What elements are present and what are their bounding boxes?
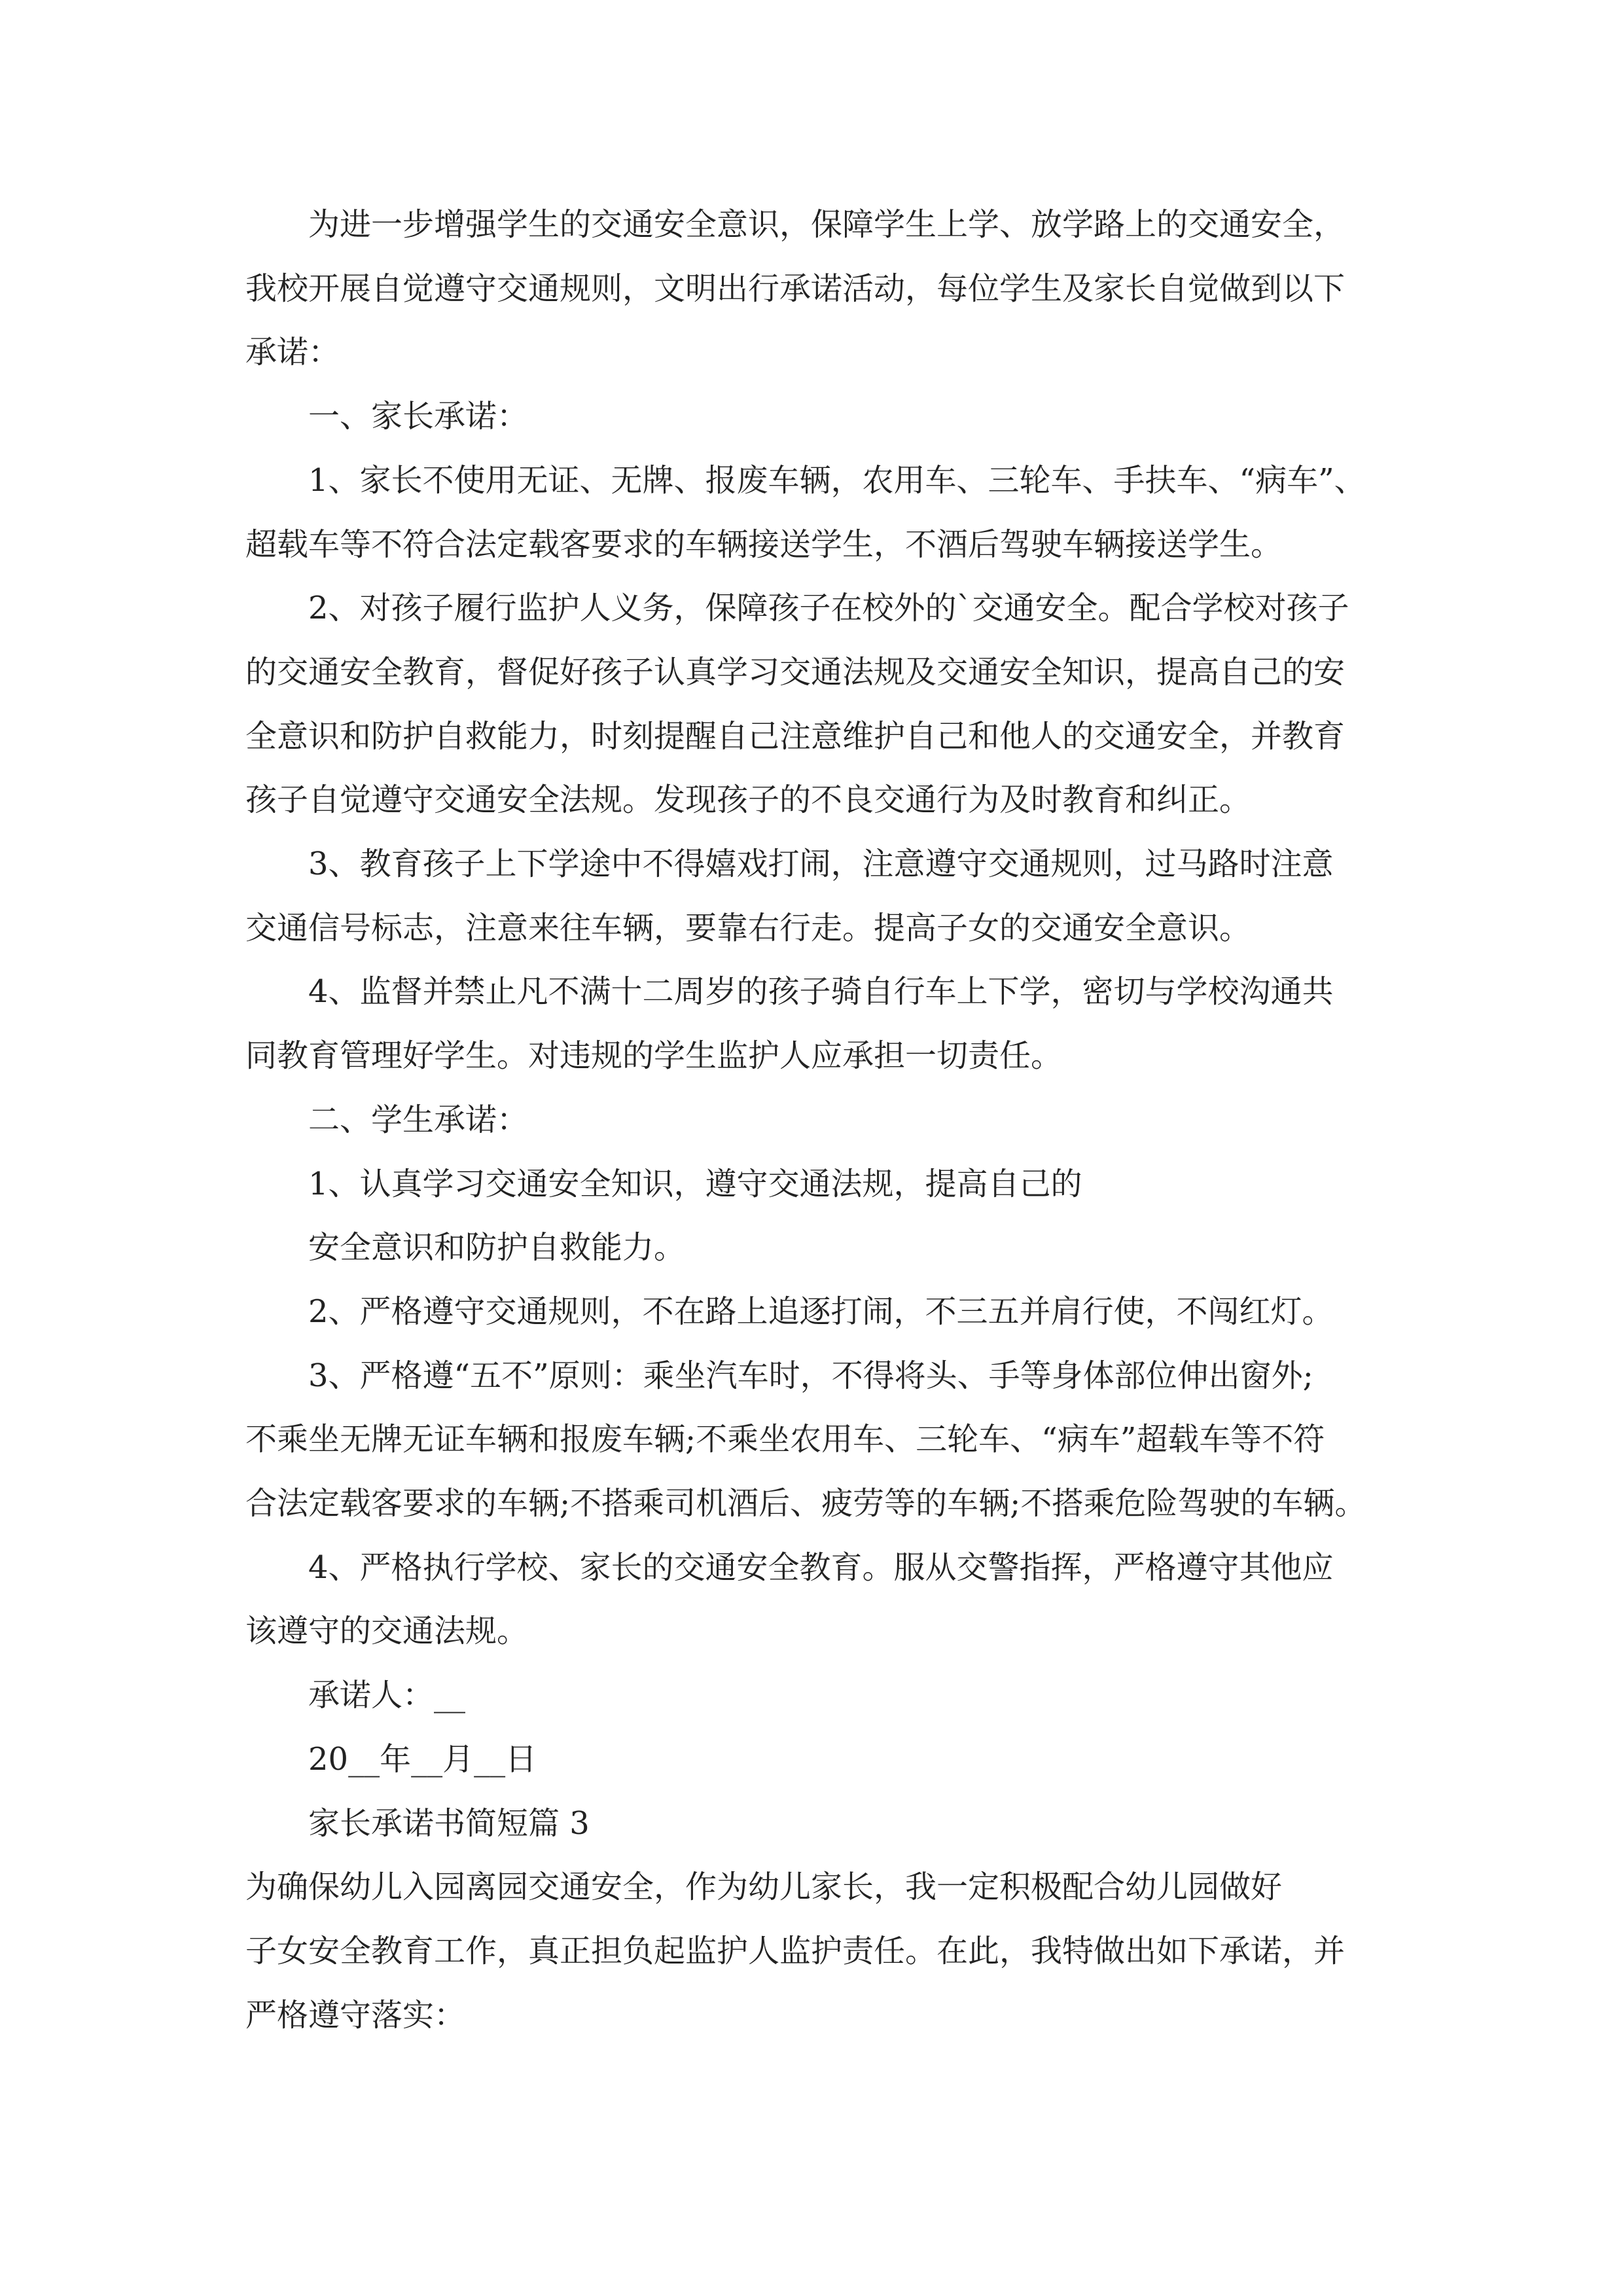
document-body [245, 193, 1397, 2047]
student-item-3-line-1: 3、严格遵“五不”原则：乘坐汽车时，不得将头、手等身体部位伸出窗外; [308, 1357, 1313, 1394]
student-item-4-line-2: 该遵守的交通法规。 [245, 1613, 529, 1650]
parent-item-1-line-2: 超载车等不符合法定载客要求的车辆接送学生，不酒后驾驶车辆接送学生。 [245, 526, 1283, 563]
student-item-3-line-2: 不乘坐无牌无证车辆和报废车辆;不乘坐农用车、三轮车、“病车”超载车等不符 [245, 1421, 1325, 1458]
intro-line-2: 我校开展自觉遵守交通规则，文明出行承诺活动，每位学生及家长自觉做到以下 [245, 270, 1346, 307]
parent-item-2-line-4: 孩子自觉遵守交通安全法规。发现孩子的不良交通行为及时教育和纠正。 [245, 781, 1251, 819]
parent-item-4-line-1: 4、监督并禁止凡不满十二周岁的孩子骑自行车上下学，密切与学校沟通共 [308, 973, 1334, 1011]
parent-item-1-line-1: 1、家长不使用无证、无牌、报废车辆，农用车、三轮车、手扶车、“病车”、 [308, 461, 1366, 499]
parent-item-4-line-2: 同教育管理好学生。对违规的学生监护人应承担一切责任。 [245, 1037, 1063, 1075]
section-heading-students: 二、学生承诺： [308, 1101, 529, 1138]
next-para-line-1: 为确保幼儿入园离园交通安全，作为幼儿家长，我一定积极配合幼儿园做好 [245, 1869, 1283, 1906]
signature-line: 承诺人：__ [308, 1677, 466, 1714]
parent-item-2-line-3: 全意识和防护自救能力，时刻提醒自己注意维护自己和他人的交通安全，并教育 [245, 717, 1346, 755]
next-para-line-3: 严格遵守落实： [245, 1996, 466, 2034]
intro-line-3: 承诺： [245, 334, 340, 371]
next-para-line-2: 子女安全教育工作，真正担负起监护人监护责任。在此，我特做出如下承诺，并 [245, 1932, 1346, 1969]
student-item-1-line-1: 1、认真学习交通安全知识，遵守交通法规，提高自己的 [308, 1165, 1082, 1202]
section-heading-parents: 一、家长承诺： [308, 398, 529, 435]
intro-line-1: 为进一步增强学生的交通安全意识，保障学生上学、放学路上的交通安全， [308, 206, 1346, 243]
parent-item-3-line-2: 交通信号标志，注意来往车辆，要靠右行走。提高子女的交通安全意识。 [245, 909, 1251, 946]
student-item-1-line-2: 安全意识和防护自救能力。 [308, 1229, 686, 1266]
next-section-title: 家长承诺书简短篇 3 [308, 1804, 590, 1842]
parent-item-2-line-1: 2、对孩子履行监护人义务，保障孩子在校外的`交通安全。配合学校对孩子 [308, 590, 1349, 627]
parent-item-2-line-2: 的交通安全教育，督促好孩子认真学习交通法规及交通安全知识，提高自己的安 [245, 653, 1346, 691]
student-item-4-line-1: 4、严格执行学校、家长的交通安全教育。服从交警指挥，严格遵守其他应 [308, 1549, 1334, 1586]
student-item-2-line-1: 2、严格遵守交通规则，不在路上追逐打闹，不三五并肩行使，不闯红灯。 [308, 1293, 1334, 1330]
date-line: 20__年__月__日 [308, 1740, 537, 1778]
student-item-3-line-3: 合法定载客要求的车辆;不搭乘司机酒后、疲劳等的车辆;不搭乘危险驾驶的车辆。 [245, 1485, 1366, 1522]
parent-item-3-line-1: 3、教育孩子上下学途中不得嬉戏打闹，注意遵守交通规则，过马路时注意 [308, 846, 1334, 883]
